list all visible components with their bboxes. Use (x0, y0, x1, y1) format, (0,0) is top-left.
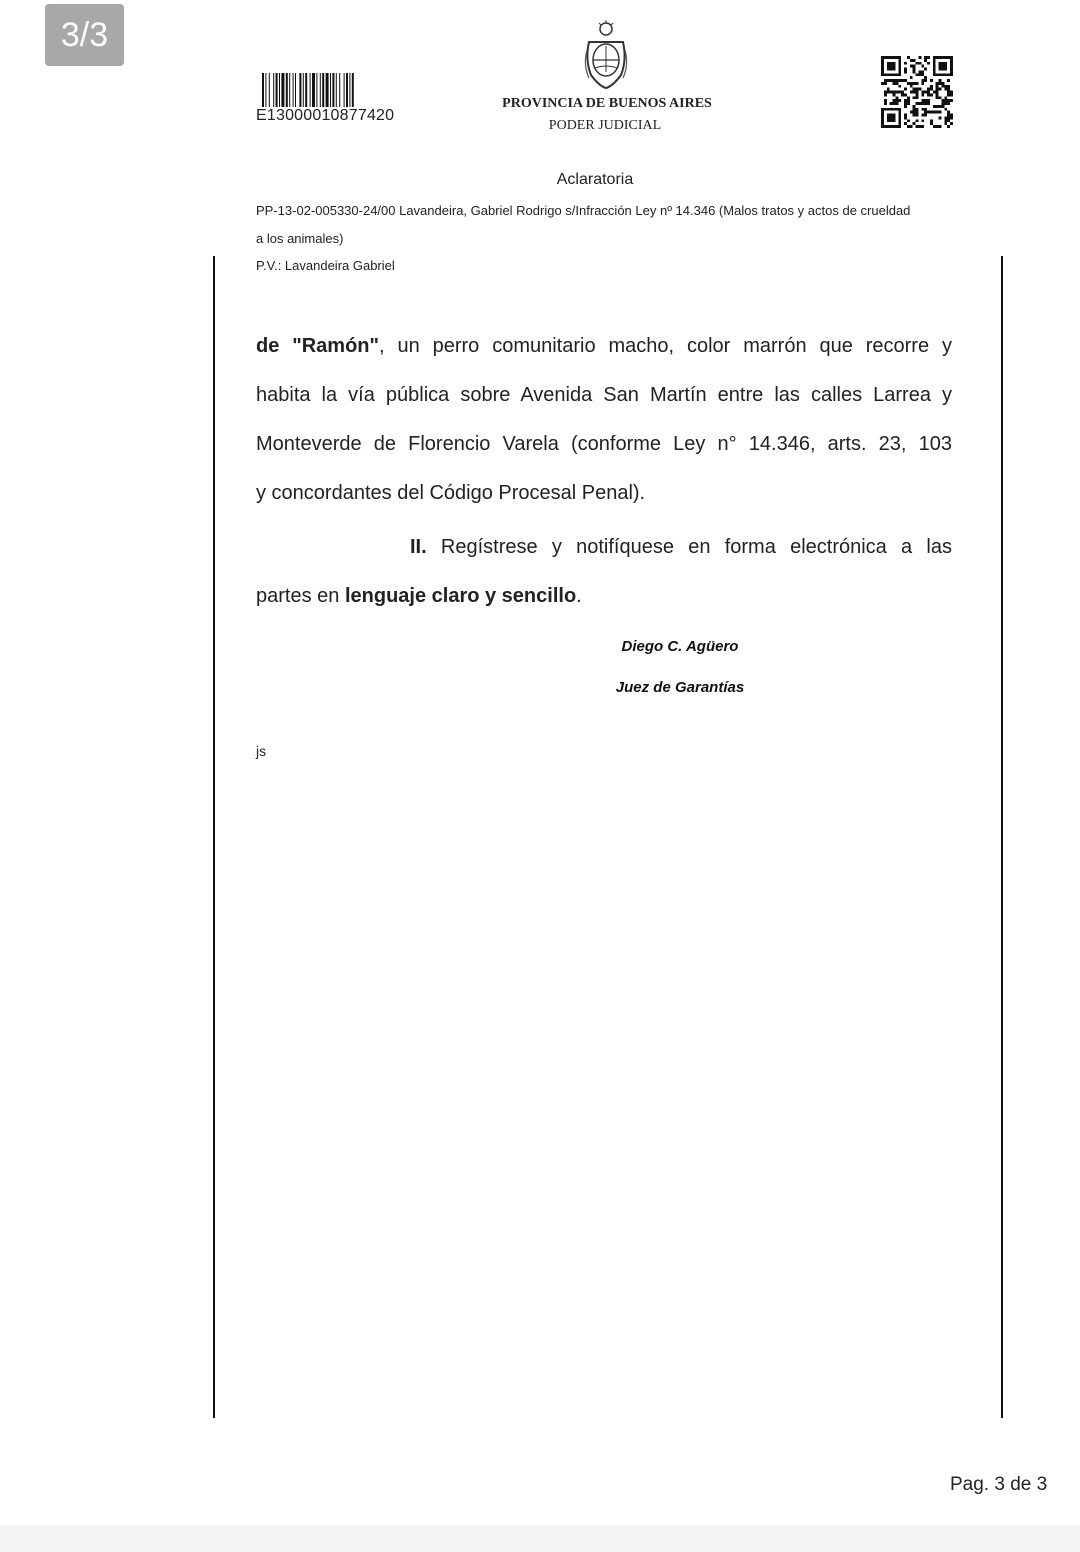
paragraph-1-line-2: habita la vía pública sobre Avenida San Martín entre las calles Larrea y (256, 384, 952, 406)
section-numeral: II. (410, 536, 427, 558)
pv-line: P.V.: Lavandeira Gabriel (256, 258, 395, 273)
document-type-title: Aclaratoria (556, 171, 634, 188)
right-margin-rule (1001, 256, 1003, 1418)
paragraph-2 (256, 523, 952, 621)
page-footer-label: Pag. 3 de 3 (950, 1474, 1048, 1495)
viewer-bottom-bar (0, 1525, 1080, 1552)
emphasis-text: lenguaje claro y sencillo (344, 585, 577, 607)
page-counter-badge: 3/3 (45, 4, 124, 66)
line-text: , un perro comunitario macho, color marrón que recorre y (379, 335, 952, 357)
left-margin-rule (213, 256, 215, 1418)
signature-title: Juez de Garantías (615, 679, 745, 696)
paragraph-1-line-1 (256, 322, 952, 371)
barcode-image (262, 73, 396, 107)
clerk-initials: js (256, 743, 267, 759)
dog-name: de "Ramón" (256, 335, 379, 357)
branch-name: PODER JUDICIAL (548, 118, 662, 133)
coat-of-arms-emblem (581, 20, 631, 90)
institution-name: PROVINCIA DE BUENOS AIRES (502, 96, 712, 111)
paragraph-1 (256, 322, 952, 518)
paragraph-1-line-3: Monteverde de Florencio Varela (conforme Ley n° 14.346, arts. 23, 103 (256, 433, 952, 455)
line-text: Regístrese y notifíquese en forma electrónica a las (426, 536, 952, 558)
barcode-number: E13000010877420 (256, 107, 395, 124)
qr-code-image (881, 56, 953, 128)
paragraph-2-line-1 (256, 523, 952, 572)
signature-name: Diego C. Agüero (621, 638, 739, 655)
paragraph-2-line-2 (256, 572, 952, 621)
paragraph-1-line-4: y concordantes del Código Procesal Penal). (256, 482, 646, 504)
case-caption-line-1: PP-13-02-005330-24/00 Lavandeira, Gabriel Rodrigo s/Infracción Ley nº 14.346 (Malos tratos y actos de crueldad (256, 203, 911, 218)
line-text: partes en (256, 585, 345, 607)
line-text: . (576, 585, 582, 607)
case-caption-line-2: a los animales) (256, 231, 344, 246)
